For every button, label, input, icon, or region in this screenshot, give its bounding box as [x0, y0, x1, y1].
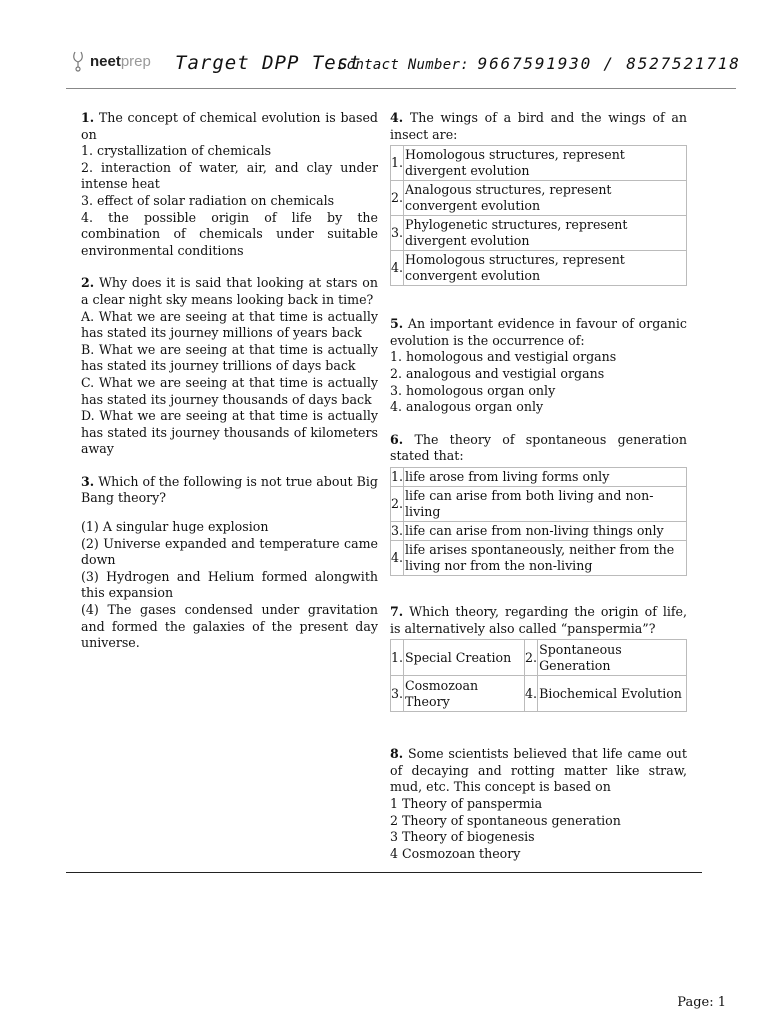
- footer-divider: [66, 872, 702, 873]
- option: A. What we are seeing at that time is actually has stated its journey millions of years back: [81, 308, 378, 341]
- option: 3. homologous organ only: [390, 382, 556, 398]
- option-row: [391, 251, 687, 286]
- question-stem: [390, 432, 687, 465]
- question-stem: [81, 275, 378, 308]
- option-text: life can arise from both living and non-living: [404, 486, 687, 521]
- contact-info: [338, 54, 741, 73]
- option-number: 3.: [391, 216, 404, 251]
- option: 4 Cosmozoan theory: [390, 845, 521, 861]
- question-stem: [390, 746, 687, 796]
- question-5: [390, 316, 687, 416]
- option: D. What we are seeing at that time is actually has stated its journey thousands of kilometers away: [81, 408, 378, 457]
- question-stem: [390, 604, 687, 637]
- left-column: [81, 110, 378, 668]
- question-text: Why does it is said that looking at stars on a clear night sky means looking back in time?: [81, 275, 378, 307]
- option-row: [391, 467, 687, 486]
- option: 1. homologous and vestigial organs: [390, 349, 617, 365]
- option-row: [391, 540, 687, 575]
- option-number: 4.: [391, 540, 404, 575]
- option-number: 3.: [391, 521, 404, 540]
- question-7: [390, 604, 687, 712]
- header-divider: [66, 88, 736, 89]
- question-number: 7.: [390, 603, 404, 619]
- logo-neet-text: neet: [90, 52, 121, 70]
- question-6: [390, 432, 687, 576]
- question-number: 5.: [390, 316, 404, 332]
- question-number: 1.: [81, 110, 95, 125]
- right-column: [390, 110, 687, 878]
- option-text: life arose from living forms only: [404, 467, 687, 486]
- option: 4. analogous organ only: [390, 399, 544, 415]
- option-row: [391, 676, 687, 712]
- question-text: Which theory, regarding the origin of life, is alternatively also called “panspermia”?: [390, 603, 687, 636]
- question-stem: [81, 110, 378, 143]
- option-number: 2.: [391, 181, 404, 216]
- option: 1. crystallization of chemicals: [81, 143, 272, 159]
- option-number: 1.: [391, 146, 404, 181]
- option-text: Special Creation: [404, 640, 525, 676]
- question-3: [81, 474, 378, 652]
- option: 3. effect of solar radiation on chemicals: [81, 192, 335, 208]
- option-row: [391, 216, 687, 251]
- question-4: [390, 110, 687, 286]
- option: 2. analogous and vestigial organs: [390, 365, 605, 381]
- options-table: [390, 639, 687, 712]
- option-number: 3.: [391, 676, 404, 712]
- question-text: The concept of chemical evolution is based on: [81, 110, 378, 142]
- options-table: [390, 467, 687, 576]
- question-8: [390, 746, 687, 862]
- logo-prep-text: prep: [120, 52, 151, 70]
- option-number: 2.: [525, 640, 538, 676]
- option: 2. interaction of water, air, and clay under intense heat: [81, 159, 378, 192]
- option-text: Homologous structures, represent divergent evolution: [404, 146, 687, 181]
- option-row: [391, 640, 687, 676]
- question-number: 3.: [81, 473, 95, 489]
- page-header: [0, 0, 768, 90]
- neetprep-logo[interactable]: [72, 50, 151, 72]
- options-table: [390, 145, 687, 286]
- option-number: 4.: [391, 251, 404, 286]
- contact-number: 9667591930 / 8527521718: [477, 54, 741, 73]
- question-number: 6.: [390, 431, 404, 447]
- question-number: 8.: [390, 746, 404, 762]
- option: B. What we are seeing at that time is actually has stated its journey trillions of days back: [81, 341, 378, 374]
- option-number: 1.: [391, 640, 404, 676]
- option: 3 Theory of biogenesis: [390, 829, 535, 845]
- option-text: Phylogenetic structures, represent divergent evolution: [404, 216, 687, 251]
- option: 2 Theory of spontaneous generation: [390, 812, 621, 828]
- option: C. What we are seeing at that time is actually has stated its journey thousands of days back: [81, 374, 378, 407]
- question-stem: [390, 316, 687, 349]
- question-number: 2.: [81, 275, 95, 291]
- option-row: [391, 181, 687, 216]
- page-number: Page: 1: [677, 995, 726, 1010]
- question-text: The wings of a bird and the wings of an insect are:: [390, 110, 687, 142]
- question-2: [81, 275, 378, 458]
- option: (3) Hydrogen and Helium formed alongwith this expansion: [81, 568, 378, 601]
- option-text: Spontaneous Generation: [538, 640, 687, 676]
- option: 4. the possible origin of life by the combination of chemicals under suitable environmental conditions: [81, 209, 378, 258]
- stethoscope-icon: [72, 50, 88, 72]
- option-row: [391, 486, 687, 521]
- option: 1 Theory of panspermia: [390, 795, 543, 811]
- option: (4) The gases condensed under gravitation and formed the galaxies of the present day universe.: [81, 602, 378, 651]
- question-stem: [81, 474, 378, 507]
- question-text: Which of the following is not true about Big Bang theory?: [81, 473, 378, 506]
- option-number: 1.: [391, 467, 404, 486]
- question-1: [81, 110, 378, 259]
- question-text: Some scientists believed that life came out of decaying and rotting matter like straw, mud, etc. This concept is based on: [390, 746, 687, 795]
- option-text: life arises spontaneously, neither from the living nor from the non-living: [404, 540, 687, 575]
- option-text: Homologous structures, represent convergent evolution: [404, 251, 687, 286]
- option: (2) Universe expanded and temperature came down: [81, 535, 378, 568]
- question-text: An important evidence in favour of organic evolution is the occurrence of:: [390, 316, 687, 348]
- option-number: 2.: [391, 486, 404, 521]
- option-text: Analogous structures, represent convergent evolution: [404, 181, 687, 216]
- option-row: [391, 521, 687, 540]
- option-number: 4.: [525, 676, 538, 712]
- page-title: Target DPP Test: [175, 52, 362, 74]
- question-text: The theory of spontaneous generation stated that:: [390, 431, 687, 464]
- option-text: Cosmozoan Theory: [404, 676, 525, 712]
- option-text: life can arise from non-living things only: [404, 521, 687, 540]
- contact-label: Contact Number:: [338, 57, 469, 73]
- option-row: [391, 146, 687, 181]
- option-text: Biochemical Evolution: [538, 676, 687, 712]
- question-stem: [390, 110, 687, 143]
- question-number: 4.: [390, 110, 404, 125]
- option: (1) A singular huge explosion: [81, 519, 269, 535]
